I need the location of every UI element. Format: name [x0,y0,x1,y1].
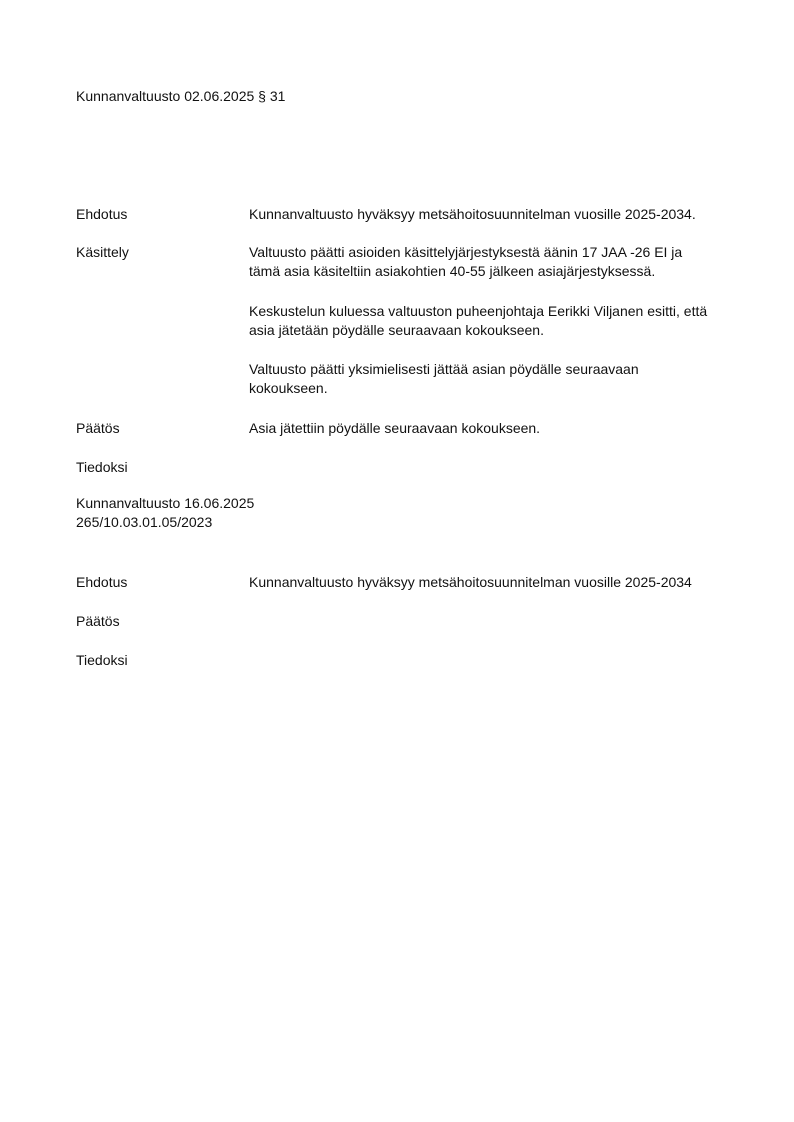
kasittely-label: Käsittely [76,244,129,260]
kasittely-p3-line2: kokoukseen. [249,380,328,396]
kasittely-p2-line2: asia jätetään pöydälle seuraavaan kokoukseen. [249,322,544,338]
kasittely-paragraph-3 [249,360,749,398]
meeting-header-2-line1: Kunnanvaltuusto 16.06.2025 [76,495,255,511]
tiedoksi-label-2: Tiedoksi [76,652,128,668]
paatos-text-1: Asia jätettiin pöydälle seuraavaan kokoukseen. [249,420,541,436]
kasittely-paragraph-2 [249,302,749,340]
ehdotus-label-1: Ehdotus [76,206,128,222]
meeting-header-2 [76,494,254,532]
ehdotus-label-2: Ehdotus [76,574,128,590]
kasittely-paragraph-1 [249,243,749,281]
kasittely-p3-line1: Valtuusto päätti yksimielisesti jättää asian pöydälle seuraavaan [249,361,639,377]
ehdotus-text-2: Kunnanvaltuusto hyväksyy metsähoitosuunnitelman vuosille 2025-2034 [249,574,692,590]
kasittely-p2-line1: Keskustelun kuluessa valtuuston puheenjohtaja Eerikki Viljanen esitti, että [249,303,708,319]
kasittely-p1-line2: tämä asia käsiteltiin asiakohtien 40-55 jälkeen asiajärjestyksessä. [249,263,656,279]
kasittely-p1-line1: Valtuusto päätti asioiden käsittelyjärjestyksestä äänin 17 JAA -26 EI ja [249,244,683,260]
meeting-header-1: Kunnanvaltuusto 02.06.2025 § 31 [76,88,286,104]
paatos-label-1: Päätös [76,420,120,436]
ehdotus-text-1: Kunnanvaltuusto hyväksyy metsähoitosuunnitelman vuosille 2025-2034. [249,206,696,222]
case-number: 265/10.03.01.05/2023 [76,514,213,530]
tiedoksi-label-1: Tiedoksi [76,459,128,475]
paatos-label-2: Päätös [76,613,120,629]
